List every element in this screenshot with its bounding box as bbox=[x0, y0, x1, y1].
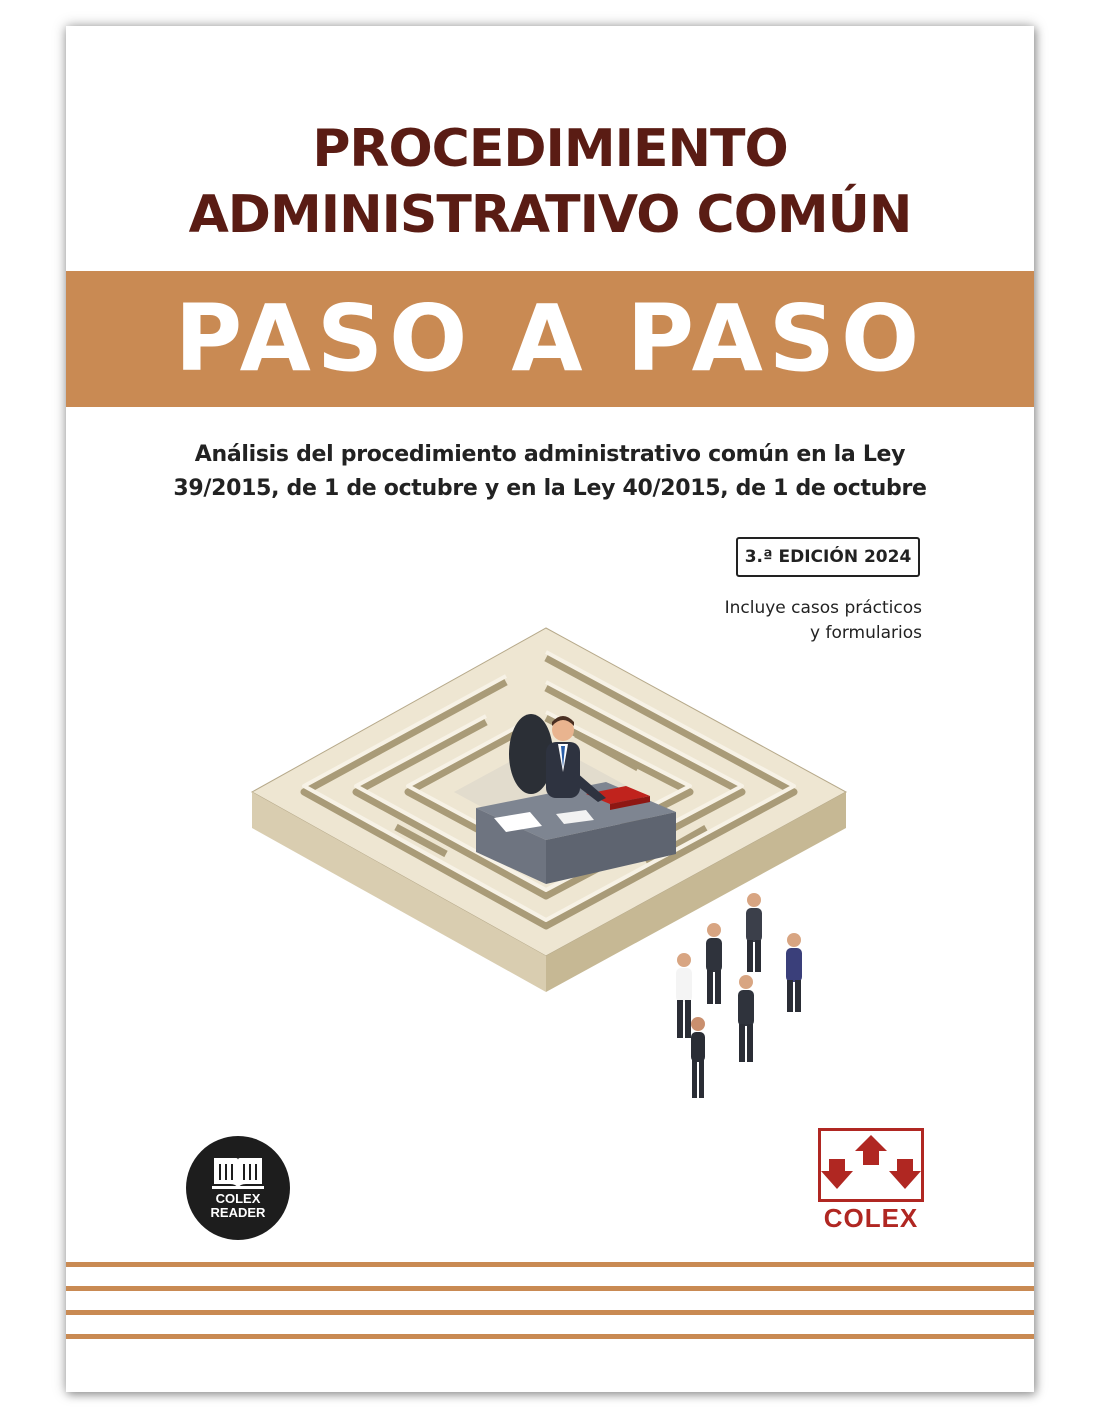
publisher-name: COLEX bbox=[823, 1203, 919, 1233]
bottom-stripe-4 bbox=[66, 1334, 1034, 1339]
bottom-stripe-3 bbox=[66, 1310, 1034, 1315]
title-band bbox=[66, 271, 1034, 407]
publisher-logo bbox=[818, 1128, 924, 1232]
title-line-2: ADMINISTRATIVO COMÚN bbox=[188, 185, 912, 245]
bottom-stripe-2 bbox=[66, 1286, 1034, 1291]
arrows-icon bbox=[821, 1131, 921, 1199]
book-icon bbox=[210, 1152, 266, 1192]
band-text: PASO A PASO bbox=[174, 285, 926, 392]
subtitle-line-2: 39/2015, de 1 de octubre y en la Ley 40/2015, de 1 de octubre bbox=[173, 476, 927, 501]
colex-reader-badge bbox=[186, 1136, 290, 1240]
reader-line-2: READER bbox=[210, 1205, 266, 1220]
includes-line-1: Incluye casos prácticos bbox=[724, 598, 922, 618]
subtitle-line-1: Análisis del procedimiento administrativo común en la Ley bbox=[194, 442, 906, 467]
book-title bbox=[66, 116, 1034, 248]
people-group bbox=[676, 893, 802, 1098]
edition-badge: 3.ª EDICIÓN 2024 bbox=[736, 537, 920, 577]
book-subtitle bbox=[66, 438, 1034, 506]
includes-line-2: y formularios bbox=[810, 623, 922, 643]
reader-line-1: COLEX bbox=[215, 1191, 261, 1206]
title-line-1: PROCEDIMIENTO bbox=[312, 119, 788, 179]
publisher-logo-box bbox=[818, 1128, 924, 1202]
maze-illustration bbox=[246, 622, 866, 1102]
bottom-stripe-1 bbox=[66, 1262, 1034, 1267]
book-cover bbox=[66, 26, 1034, 1392]
